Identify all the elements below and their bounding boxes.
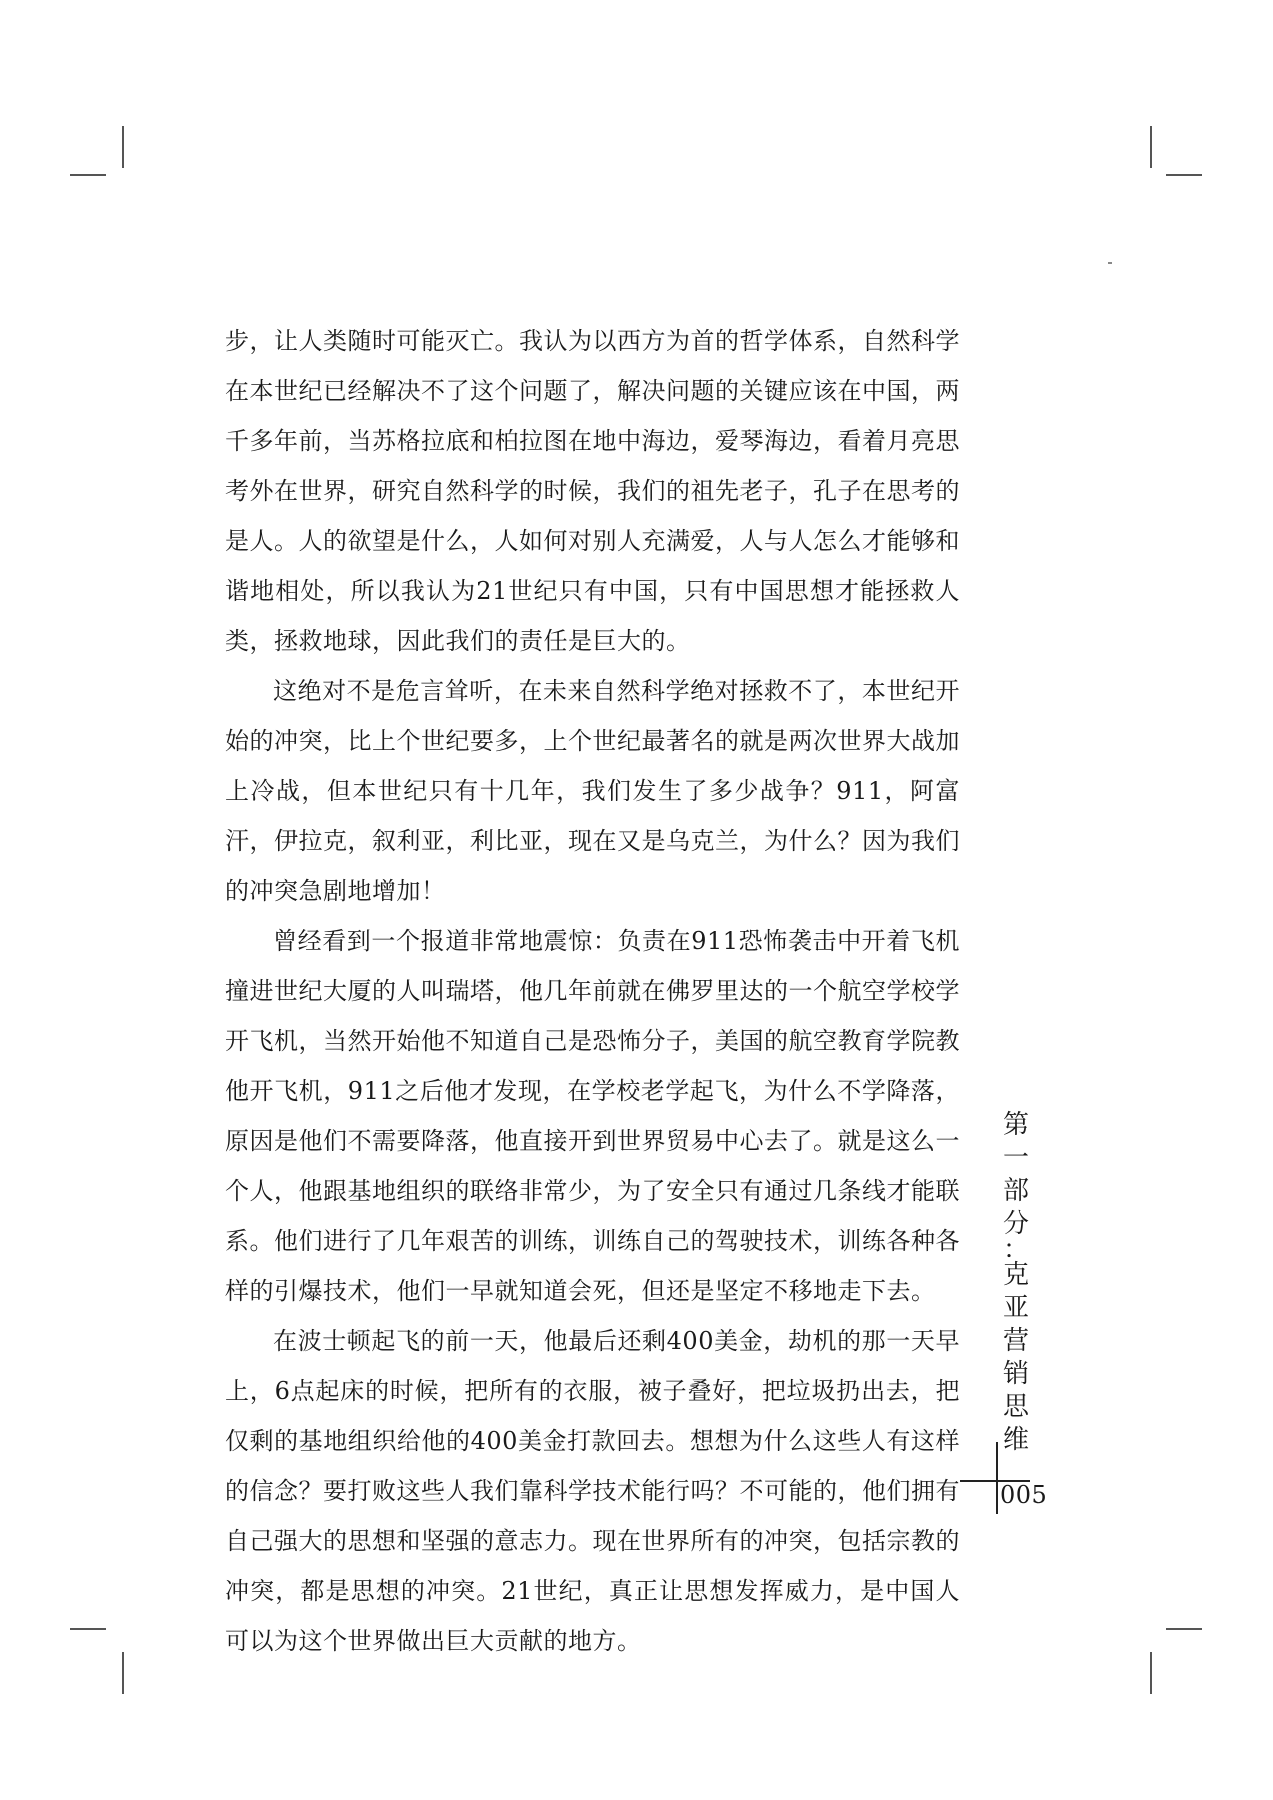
side-title-char: 亚 — [1002, 1293, 1029, 1323]
side-title-char: 思 — [1002, 1392, 1029, 1422]
side-title-char: 维 — [1002, 1425, 1029, 1455]
section-part-label — [1000, 1109, 1032, 1241]
side-title-char: 分 — [1002, 1209, 1029, 1239]
side-title-char: 一 — [1002, 1143, 1029, 1173]
crop-mark-bottom-left-vertical — [122, 1652, 124, 1694]
crop-mark-top-right-vertical — [1150, 126, 1152, 168]
paragraph: 在波士顿起飞的前一天，他最后还剩400美金，劫机的那一天早上，6点起床的时候，把所有的衣服，被子叠好，把垃圾扔出去，把仅剩的基地组织给他的400美金打款回去。想想为什么这些人有这样的信念？要打败这些人我们靠科学技术能行吗？不可能的，他们拥有自己强大的思想和坚强的意志力。现在世界所有的冲突，包括宗教的冲突，都是思想的冲突。21世纪，真正让思想发挥威力，是中国人可以为这个世界做出巨大贡献的地方。 — [225, 1327, 960, 1655]
page-number: 005 — [1000, 1481, 1048, 1509]
side-section-title — [1000, 1109, 1032, 1457]
side-title-char: 销 — [1002, 1359, 1029, 1389]
crop-mark-top-left-vertical — [122, 126, 124, 168]
crop-mark-top-right-horizontal — [1166, 174, 1202, 176]
side-title-char: 克 — [1002, 1260, 1029, 1290]
crop-mark-bottom-left-horizontal — [70, 1628, 106, 1630]
paragraph: 这绝对不是危言耸听，在未来自然科学绝对拯救不了，本世纪开始的冲突，比上个世纪要多，上个世纪最著名的就是两次世界大战加上冷战，但本世纪只有十几年，我们发生了多少战争？911，阿富汗，伊拉克，叙利亚，利比亚，现在又是乌克兰，为什么？因为我们的冲突急剧地增加！ — [225, 677, 960, 905]
paragraph: 曾经看到一个报道非常地震惊：负责在911恐怖袭击中开着飞机撞进世纪大厦的人叫瑞塔，他几年前就在佛罗里达的一个航空学校学开飞机，当然开始他不知道自己是恐怖分子，美国的航空教育学院教他开飞机，911之后他才发现，在学校老学起飞，为什么不学降落，原因是他们不需要降落，他直接开到世界贸易中心去了。就是这么一个人，他跟基地组织的联络非常少，为了安全只有通过几条线才能联系。他们进行了几年艰苦的训练，训练自己的驾驶技术，训练各种各样的引爆技术，他们一早就知道会死，但还是坚定不移地走下去。 — [225, 927, 960, 1305]
section-topic-label — [1000, 1259, 1032, 1457]
page-number-rule-vertical — [996, 1442, 998, 1514]
side-title-char: 营 — [1002, 1326, 1029, 1356]
crop-mark-bottom-right-vertical — [1150, 1652, 1152, 1694]
body-text — [225, 316, 960, 1666]
crop-mark-bottom-right-horizontal — [1166, 1628, 1202, 1630]
section-separator: ： — [1002, 1235, 1029, 1265]
side-title-char: 第 — [1002, 1110, 1029, 1140]
scan-speck — [1108, 262, 1112, 264]
paragraph: 步，让人类随时可能灭亡。我认为以西方为首的哲学体系，自然科学在本世纪已经解决不了这个问题了，解决问题的关键应该在中国，两千多年前，当苏格拉底和柏拉图在地中海边，爱琴海边，看着月亮思考外在世界，研究自然科学的时候，我们的祖先老子，孔子在思考的是人。人的欲望是什么，人如何对别人充满爱，人与人怎么才能够和谐地相处，所以我认为21世纪只有中国，只有中国思想才能拯救人类，拯救地球，因此我们的责任是巨大的。 — [225, 327, 960, 655]
crop-mark-top-left-horizontal — [70, 174, 106, 176]
side-title-char: 部 — [1002, 1176, 1029, 1206]
